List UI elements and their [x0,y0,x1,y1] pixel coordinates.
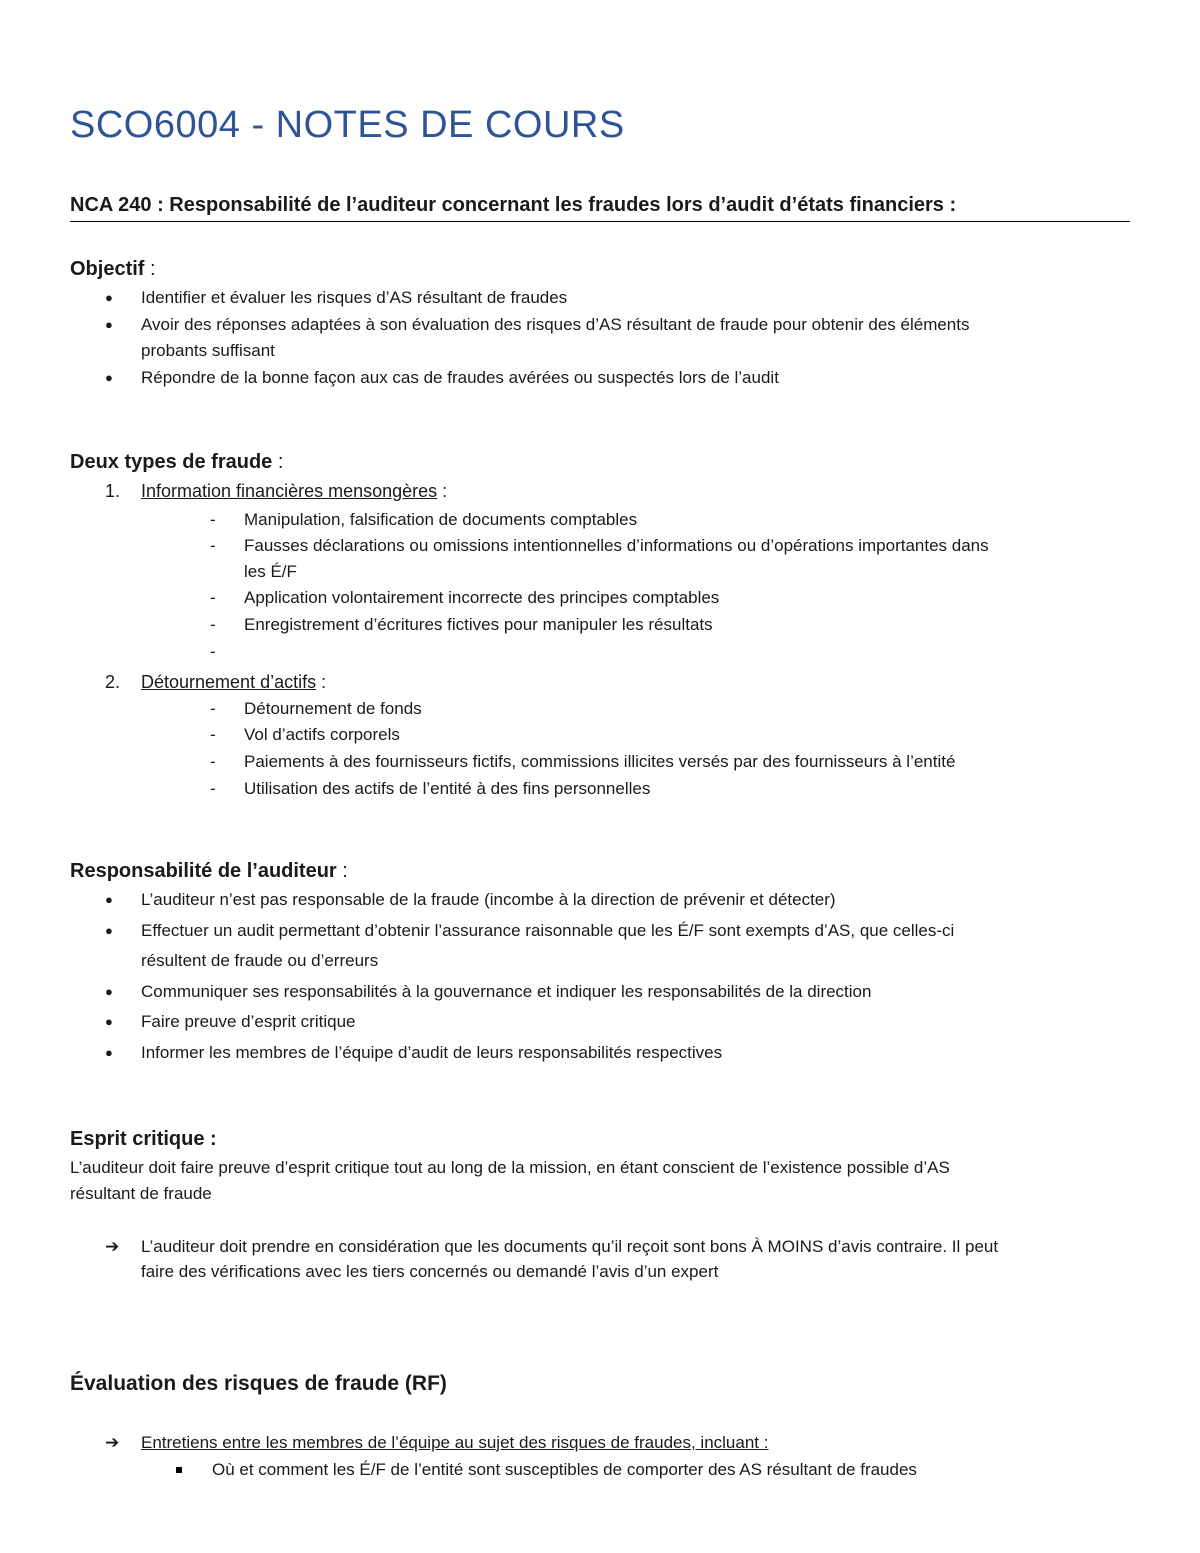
page-title: SCO6004 - NOTES DE COURS [70,104,625,146]
type2-item-2: Vol d’actifs corporels [244,725,400,744]
esprit-heading: Esprit critique : [70,1128,217,1150]
objectif-heading [70,258,156,281]
dash-marker: - [210,615,216,634]
square-bullet-icon [176,1467,182,1473]
type2-colon: : [316,672,327,692]
bullet-icon: ● [105,984,113,999]
bullet-icon: ● [105,290,113,305]
bullet-icon: ● [105,317,113,332]
type1-label: Information financières mensongères [141,481,438,501]
objectif-item-2-cont: probants suffisant [141,341,275,360]
dash-marker: - [210,779,216,798]
types-heading-colon: : [272,451,284,473]
dash-marker: - [210,588,216,607]
type2-item-1: Détournement de fonds [244,699,422,718]
bullet-icon: ● [105,370,113,385]
bullet-icon: ● [105,1014,113,1029]
responsabilite-item-1: L’auditeur n’est pas responsable de la fraude (incombe à la direction de prévenir et détecter) [141,890,836,909]
bullet-icon: ● [105,923,113,938]
types-heading [70,451,283,474]
esprit-paragraph-line-1: L’auditeur doit faire preuve d’esprit critique tout au long de la mission, en étant conscient de l’existence possible d’AS [70,1158,950,1177]
type1-colon: : [437,481,448,501]
type1-title [141,481,447,501]
type1-item-2-cont: les É/F [244,562,297,581]
section-subtitle: NCA 240 : Responsabilité de l’auditeur concernant les fraudes lors d’audit d’états financiers : [70,194,1130,222]
type1-number: 1. [105,481,121,501]
objectif-item-1: Identifier et évaluer les risques d’AS résultant de fraudes [141,288,568,307]
dash-marker: - [210,510,216,529]
types-heading-text: Deux types de fraude [70,451,273,473]
type1-item-4: Enregistrement d’écritures fictives pour manipuler les résultats [244,615,713,634]
type2-item-4: Utilisation des actifs de l’entité à des fins personnelles [244,779,651,798]
esprit-paragraph-line-2: résultant de fraude [70,1184,212,1203]
objectif-item-3: Répondre de la bonne façon aux cas de fraudes avérées ou suspectés lors de l’audit [141,368,779,387]
type2-number: 2. [105,672,121,692]
dash-marker: - [210,699,216,718]
responsabilite-heading-colon: : [336,860,348,882]
type1-item-2: Fausses déclarations ou omissions intentionnelles d’informations ou d’opérations importantes dans [244,536,989,555]
type2-label: Détournement d’actifs [141,672,317,692]
objectif-item-2: Avoir des réponses adaptées à son évaluation des risques d’AS résultant de fraude pour obtenir des éléments [141,315,970,334]
objectif-heading-colon: : [144,258,156,280]
responsabilite-item-4: Faire preuve d’esprit critique [141,1012,356,1031]
type1-item-3: Application volontairement incorrecte des principes comptables [244,588,720,607]
bullet-icon: ● [105,892,113,907]
arrow-icon: ➔ [105,1433,120,1452]
responsabilite-heading-text: Responsabilité de l’auditeur [70,860,337,882]
type1-item-1: Manipulation, falsification de documents comptables [244,510,638,529]
dash-marker-empty: - [210,642,216,661]
arrow-icon: ➔ [105,1237,120,1256]
esprit-arrow-line-1: L’auditeur doit prendre en considération que les documents qu’il reçoit sont bons À MOINS d’avis contraire. Il peut [141,1237,999,1256]
type2-title [141,672,326,692]
evaluation-sub-item: Où et comment les É/F de l’entité sont susceptibles de comporter des AS résultant de fraudes [212,1460,917,1479]
esprit-arrow-line-2: faire des vérifications avec les tiers concernés ou demandé l’avis d’un expert [141,1262,719,1281]
evaluation-arrow-text: Entretiens entre les membres de l’équipe au sujet des risques de fraudes, incluant : [141,1433,769,1452]
dash-marker: - [210,752,216,771]
responsabilite-item-2: Effectuer un audit permettant d’obtenir l’assurance raisonnable que les É/F sont exempts d’AS, que celles-ci [141,921,955,940]
responsabilite-heading [70,860,348,883]
responsabilite-item-5: Informer les membres de l’équipe d’audit de leurs responsabilités respectives [141,1043,723,1062]
objectif-heading-text: Objectif [70,258,145,280]
responsabilite-item-2-cont: résultent de fraude ou d’erreurs [141,951,379,970]
type2-item-3: Paiements à des fournisseurs fictifs, commissions illicites versés par des fournisseurs à l’entité [244,752,956,771]
dash-marker: - [210,725,216,744]
evaluation-heading: Évaluation des risques de fraude (RF) [70,1372,447,1395]
responsabilite-item-3: Communiquer ses responsabilités à la gouvernance et indiquer les responsabilités de la direction [141,982,872,1001]
bullet-icon: ● [105,1045,113,1060]
dash-marker: - [210,536,216,555]
